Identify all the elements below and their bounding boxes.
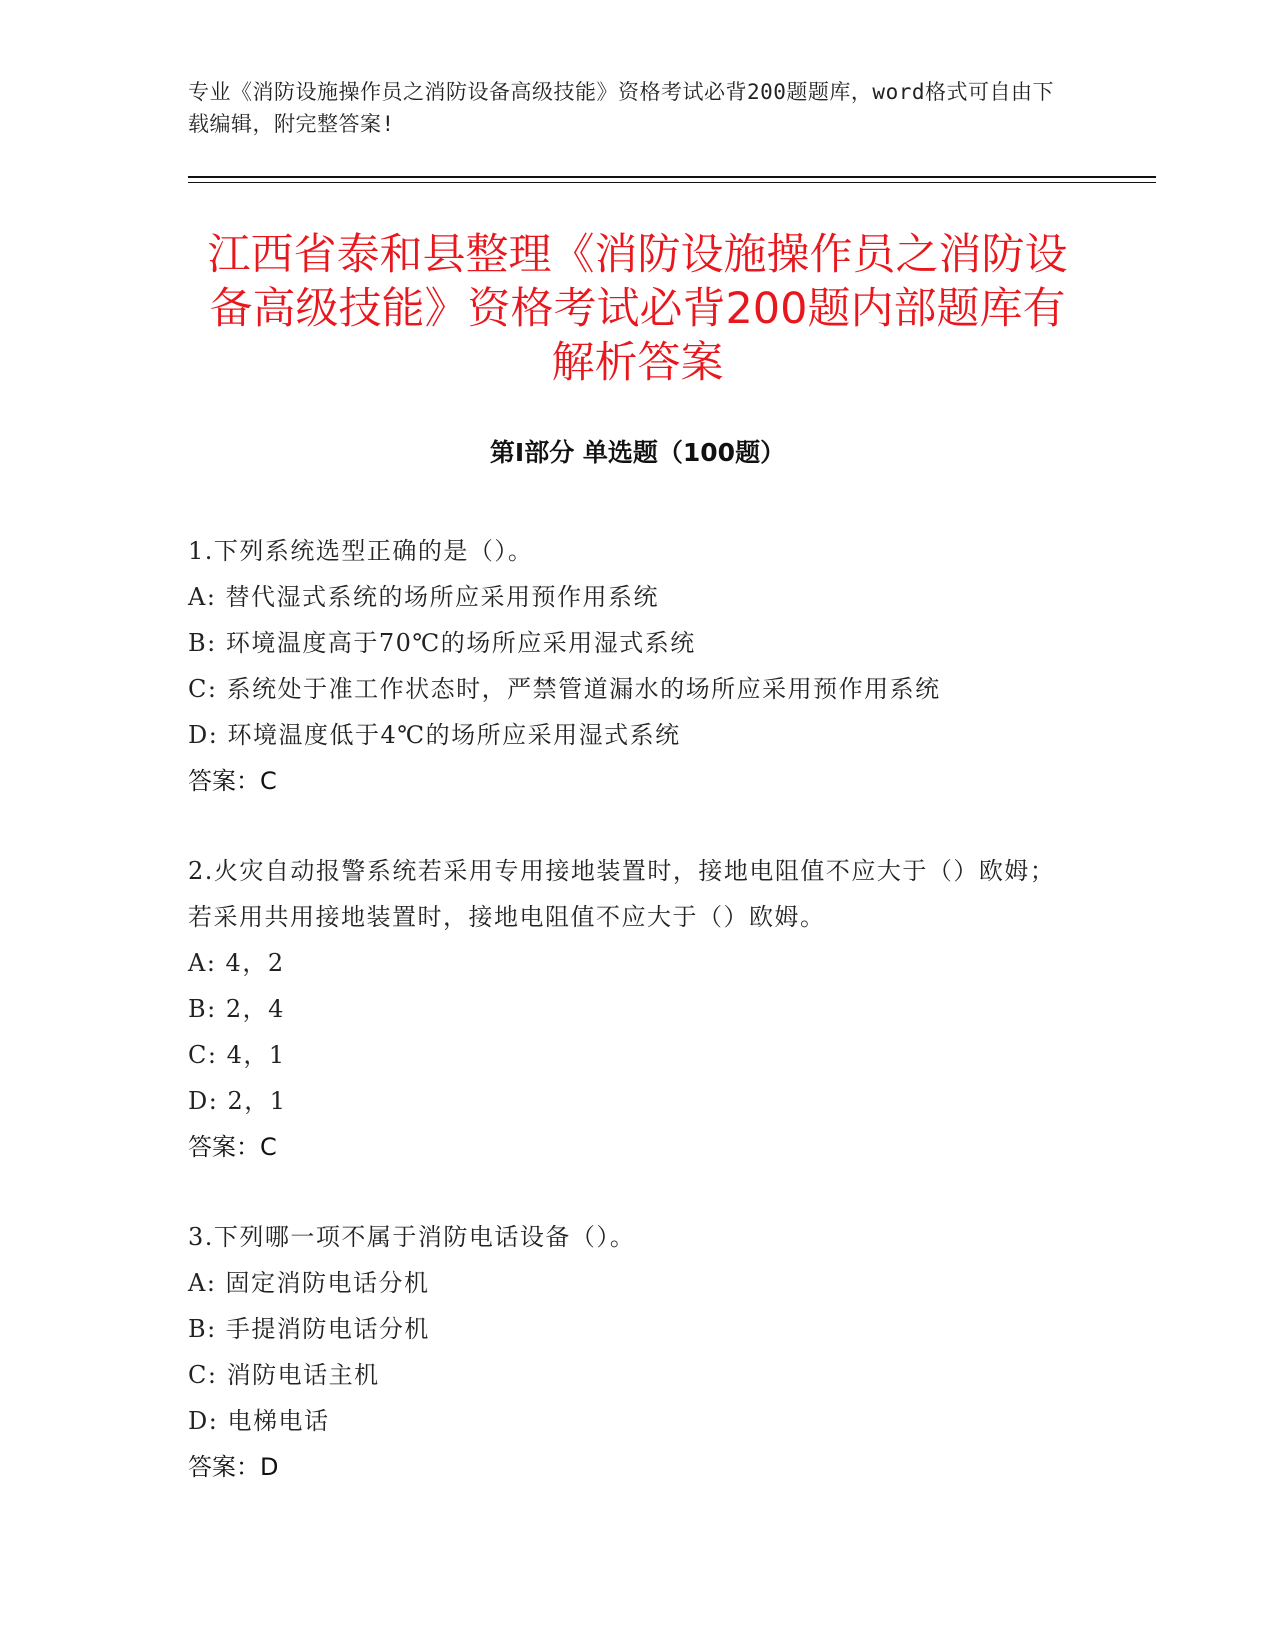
question-item <box>188 528 1068 804</box>
option-a: A: 4，2 <box>188 949 285 977</box>
option-c: C: 4，1 <box>188 1041 286 1069</box>
option-c: C: 系统处于准工作状态时，严禁管道漏水的场所应采用预作用系统 <box>188 675 941 703</box>
header-note: 专业《消防设施操作员之消防设备高级技能》资格考试必背200题题库，word格式可自由下载编辑，附完整答案! <box>188 80 1054 136</box>
document-title: 江西省泰和县整理《消防设施操作员之消防设备高级技能》资格考试必背200题内部题库有解析答案 <box>207 230 1068 388</box>
question-stem: 1.下列系统选型正确的是（）。 <box>188 537 534 565</box>
answer-line: 答案：C <box>188 767 277 795</box>
question-item <box>188 848 1068 1170</box>
option-b: B: 2，4 <box>188 995 285 1023</box>
option-b: B: 环境温度高于70℃的场所应采用湿式系统 <box>188 629 696 657</box>
section-heading: 第I部分 单选题（100题） <box>489 438 786 467</box>
option-c: C: 消防电话主机 <box>188 1361 380 1389</box>
question-list <box>188 528 1068 1534</box>
header-divider-thick <box>188 176 1156 178</box>
question-item <box>188 1214 1068 1490</box>
option-a: A: 固定消防电话分机 <box>188 1269 430 1297</box>
answer-line: 答案：D <box>188 1453 279 1481</box>
question-stem: 2.火灾自动报警系统若采用专用接地装置时，接地电阻值不应大于（）欧姆；若采用共用接地装置时，接地电阻值不应大于（）欧姆。 <box>188 857 1056 931</box>
option-b: B: 手提消防电话分机 <box>188 1315 430 1343</box>
header-divider-thin <box>188 182 1156 183</box>
answer-line: 答案：C <box>188 1133 277 1161</box>
option-a: A: 替代湿式系统的场所应采用预作用系统 <box>188 583 660 611</box>
question-stem: 3.下列哪一项不属于消防电话设备（）。 <box>188 1223 636 1251</box>
option-d: D: 电梯电话 <box>188 1407 330 1435</box>
option-d: D: 环境温度低于4℃的场所应采用湿式系统 <box>188 721 681 749</box>
option-d: D: 2，1 <box>188 1087 287 1115</box>
